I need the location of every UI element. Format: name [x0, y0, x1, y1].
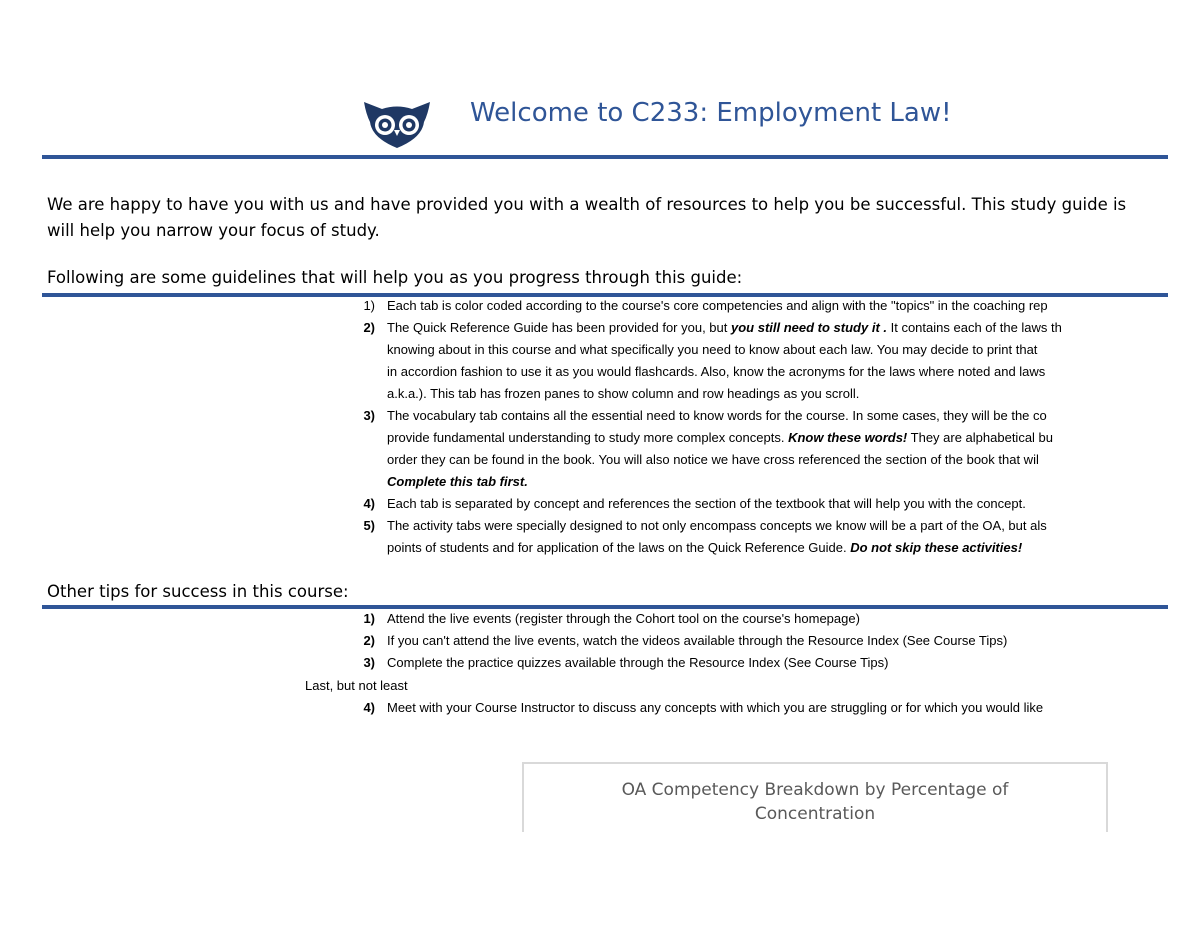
last-label: Last, but not least [305, 678, 408, 693]
list-item: 3) The vocabulary tab contains all the essential need to know words for the course. In some cases, they will be the co provide fundamental understanding to study more complex concepts. Know these words! They are alphabetical bu order they can be found in the book. You will also notice we have cross referenced the section of the book that wil Complete this tab first. [300, 405, 1168, 493]
list-item: 1) Each tab is color coded according to the course's core competencies and align with the "topics" in the coaching rep [300, 295, 1168, 317]
final-tip [300, 697, 1168, 719]
list-item: 4) Each tab is separated by concept and references the section of the textbook that will help you with the concept. [300, 493, 1168, 515]
intro-line-2: will help you narrow your focus of study. [47, 221, 380, 240]
page-title: Welcome to C233: Employment Law! [470, 98, 952, 128]
tips-list [300, 608, 1168, 674]
guidelines-heading: Following are some guidelines that will help you as you progress through this guide: [47, 268, 743, 287]
list-number: 1) [363, 298, 375, 313]
intro-line-1: We are happy to have you with us and have provided you with a wealth of resources to help you be successful. This study guide is [47, 195, 1127, 214]
list-item: 2) If you can't attend the live events, watch the videos available through the Resource Index (See Course Tips) [300, 630, 1168, 652]
list-number: 2) [363, 633, 375, 648]
list-item: 1) Attend the live events (register through the Cohort tool on the course's homepage) [300, 608, 1168, 630]
chart-title-box [522, 762, 1108, 832]
list-number: 1) [363, 611, 375, 626]
list-item: 3) Complete the practice quizzes available through the Resource Index (See Course Tips) [300, 652, 1168, 674]
list-number: 4) [363, 700, 375, 715]
list-item: 4) Meet with your Course Instructor to discuss any concepts with which you are struggling or for which you would like [300, 697, 1168, 719]
list-number: 5) [363, 518, 375, 533]
chart-title-line-1: OA Competency Breakdown by Percentage of [621, 780, 1009, 800]
list-number: 3) [363, 408, 375, 423]
guidelines-list [300, 295, 1168, 559]
list-item: 2) The Quick Reference Guide has been provided for you, but you still need to study it . It contains each of the laws th knowing about in this course and what specifically you need to know about each law. You may decide to print that in accordion fashion to use it as you would flashcards. Also, know the acronyms for the laws where noted and laws a.k.a.). This tab has frozen panes to show column and row headings as you scroll. [300, 317, 1168, 405]
list-number: 3) [363, 655, 375, 670]
chart-title-line-2: Concentration [754, 804, 876, 824]
tips-heading: Other tips for success in this course: [47, 582, 349, 601]
list-number: 4) [363, 496, 375, 511]
list-item: 5) The activity tabs were specially designed to not only encompass concepts we know will be a part of the OA, but als points of students and for application of the laws on the Quick Reference Guide. Do not skip these activities! [300, 515, 1168, 559]
list-number: 2) [363, 320, 375, 335]
owl-logo-icon [362, 100, 432, 150]
title-divider [42, 155, 1168, 159]
